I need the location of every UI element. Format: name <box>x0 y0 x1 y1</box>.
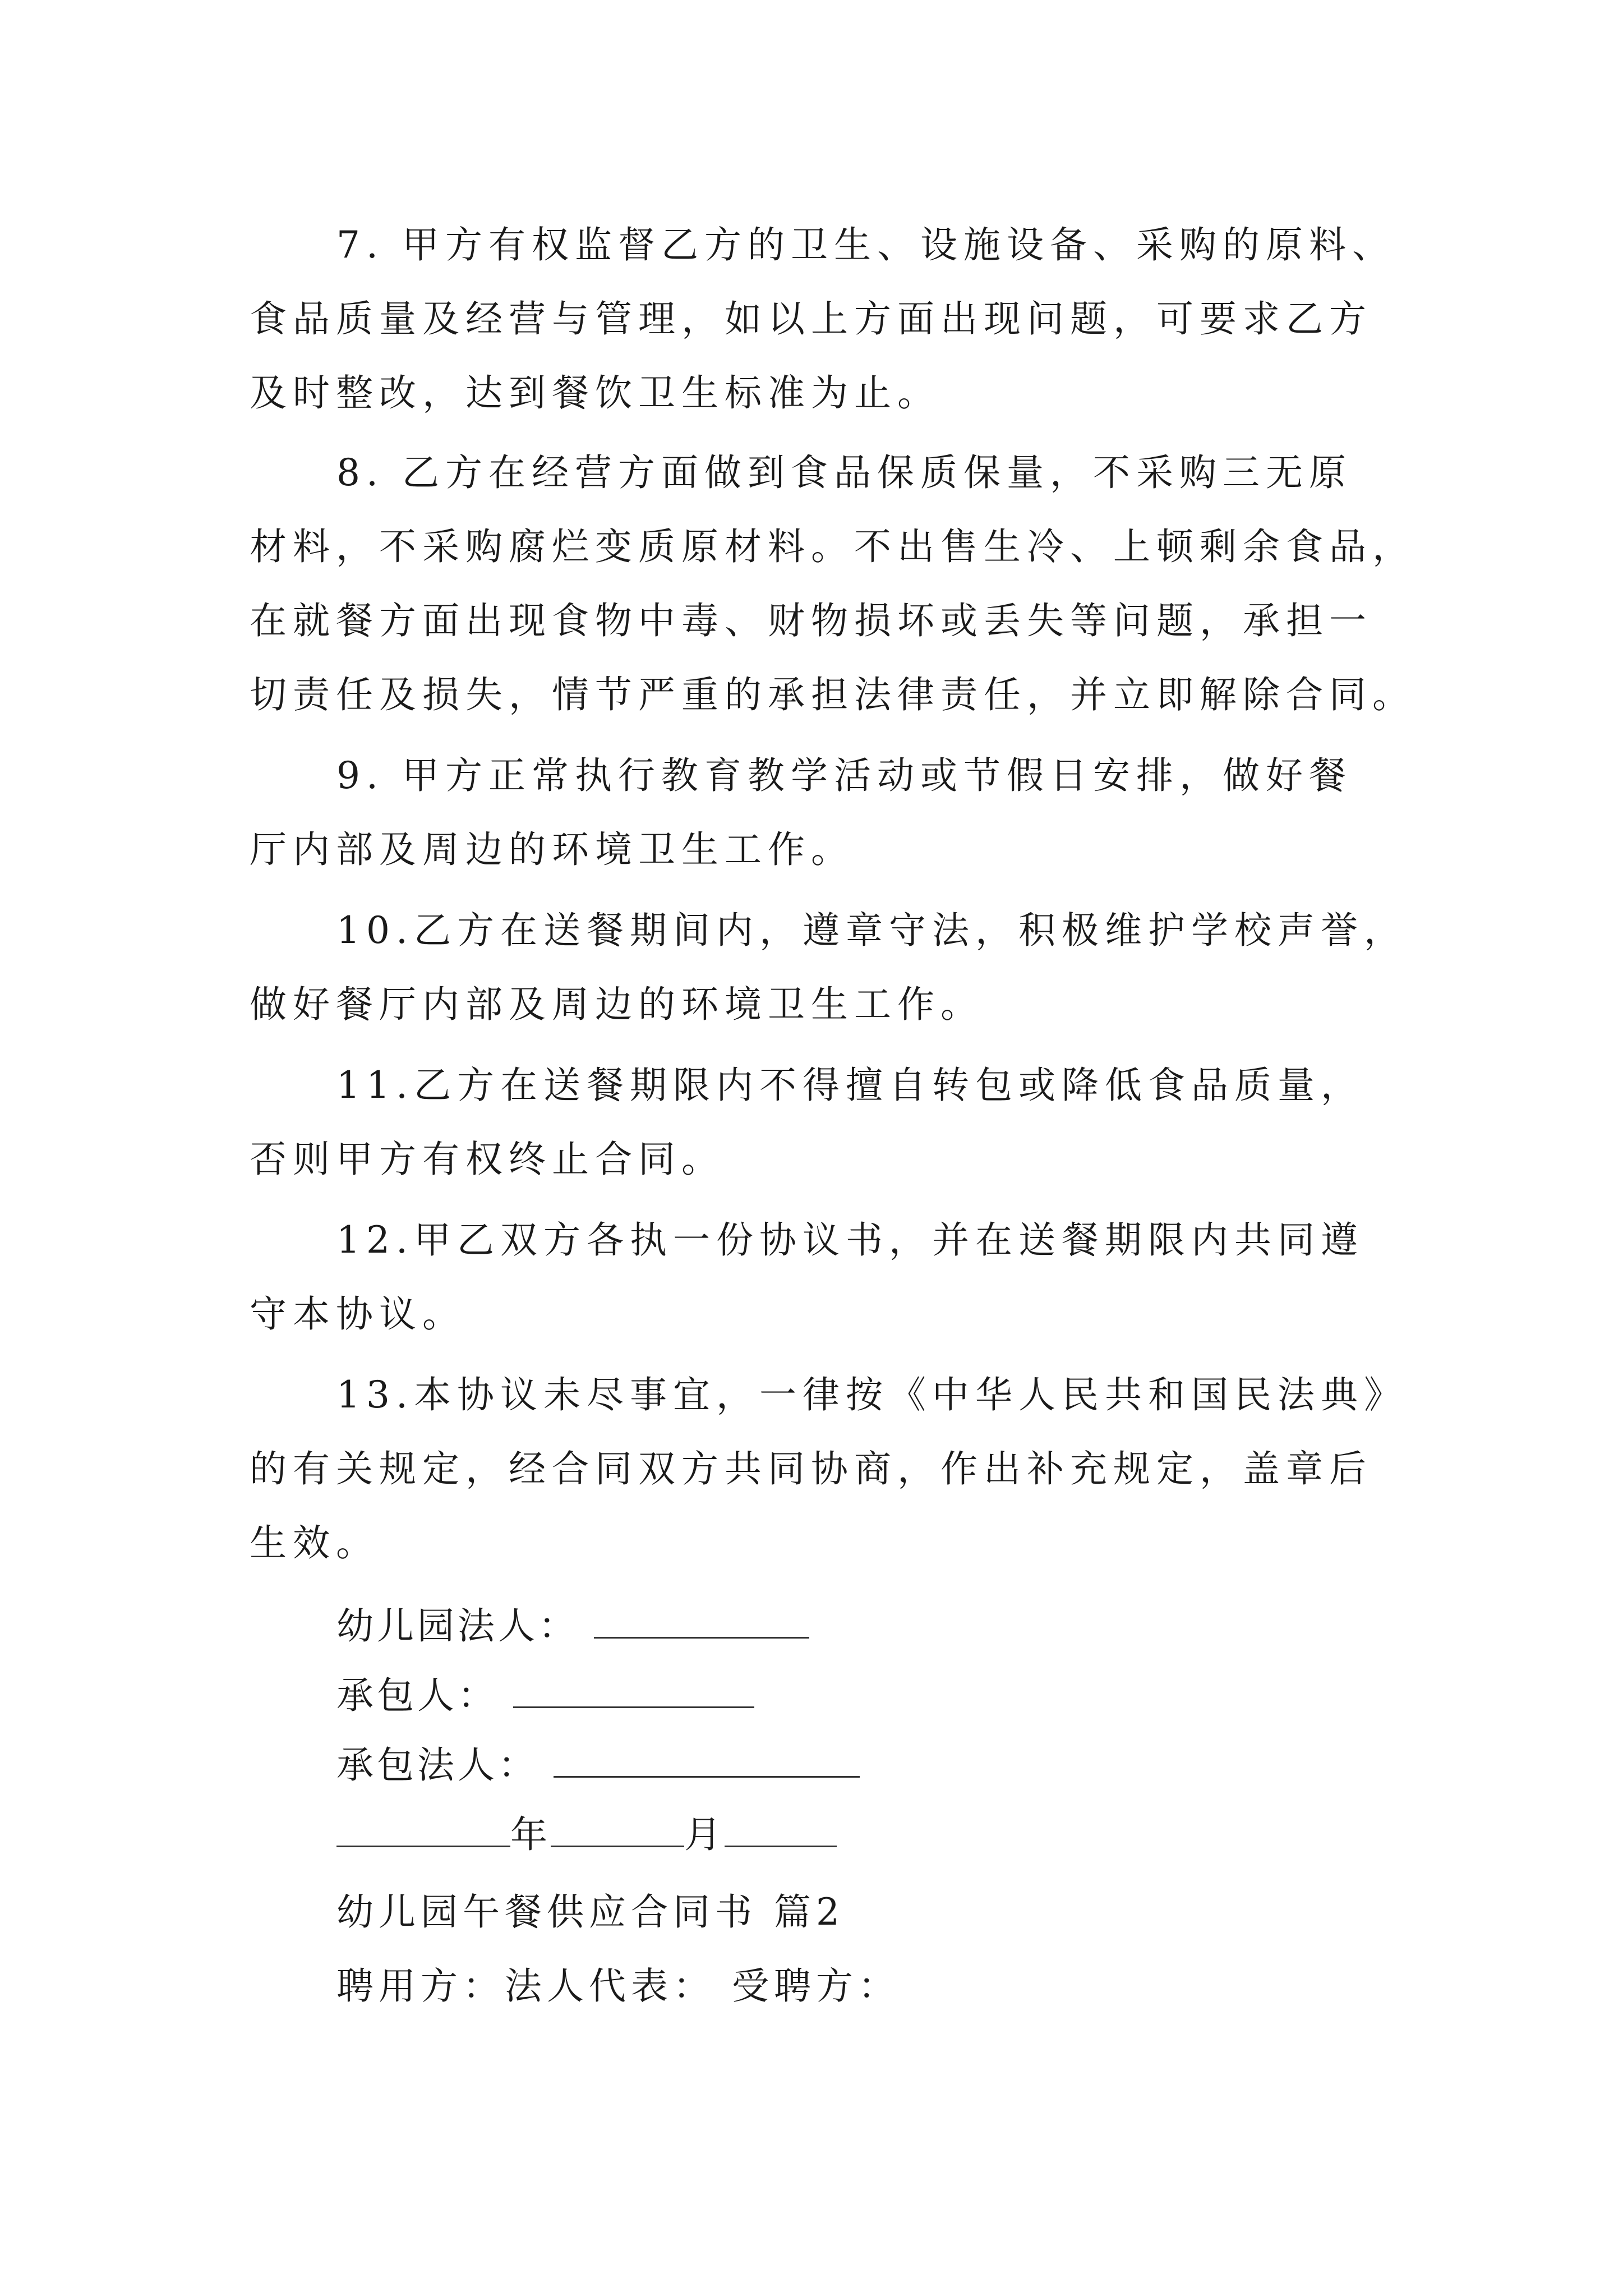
contractor-legal-label: 承包法人： <box>336 1743 538 1787</box>
contractor-legal-blank[interactable] <box>554 1743 860 1778</box>
contractor-legal-row <box>336 1743 860 1787</box>
clause-8-line-4: 切责任及损失，情节严重的承担法律责任，并立即解除合同。 <box>250 673 1415 716</box>
clause-7-line-1: 7. 甲方有权监督乙方的卫生、设施设备、采购的原料、 <box>336 223 1395 266</box>
month-blank[interactable] <box>551 1813 684 1847</box>
date-row <box>336 1813 837 1856</box>
clause-7-line-3: 及时整改，达到餐饮卫生标准为止。 <box>250 371 940 415</box>
clause-13-line-1: 13.本协议未尽事宜，一律按《中华人民共和国民法典》 <box>336 1373 1407 1416</box>
year-blank[interactable] <box>336 1813 510 1847</box>
clause-10-line-2: 做好餐厅内部及周边的环境卫生工作。 <box>250 983 984 1026</box>
kindergarten-legal-row <box>336 1604 809 1648</box>
clause-10-line-1: 10.乙方在送餐期间内，遵章守法，积极维护学校声誉， <box>336 909 1407 952</box>
month-label: 月 <box>684 1813 725 1856</box>
clause-7-line-2: 食品质量及经营与管理，如以上方面出现问题，可要求乙方 <box>250 297 1372 341</box>
clause-11-line-1: 11.乙方在送餐期限内不得擅自转包或降低食品质量， <box>336 1064 1364 1107</box>
contractor-blank[interactable] <box>513 1674 754 1708</box>
kindergarten-legal-blank[interactable] <box>594 1604 809 1639</box>
clause-8-line-2: 材料，不采购腐烂变质原材料。不出售生冷、上顿剩余食品， <box>250 525 1415 568</box>
day-blank[interactable] <box>725 1813 837 1847</box>
section-2-parties: 聘用方：法人代表： 受聘方： <box>336 1964 900 2008</box>
year-label: 年 <box>510 1813 551 1856</box>
clause-8-line-1: 8. 乙方在经营方面做到食品保质保量，不采购三无原 <box>336 451 1352 494</box>
clause-9-line-1: 9. 甲方正常执行教育教学活动或节假日安排，做好餐 <box>336 754 1352 797</box>
clause-12-line-1: 12.甲乙双方各执一份协议书，并在送餐期限内共同遵 <box>336 1218 1364 1262</box>
clause-11-line-2: 否则甲方有权终止合同。 <box>250 1138 725 1181</box>
clause-12-line-2: 守本协议。 <box>250 1292 465 1336</box>
clause-13-line-2: 的有关规定，经合同双方共同协商，作出补充规定，盖章后 <box>250 1447 1372 1490</box>
clause-9-line-2: 厅内部及周边的环境卫生工作。 <box>250 828 854 871</box>
contractor-row <box>336 1674 754 1717</box>
contractor-label: 承包人： <box>336 1674 498 1717</box>
clause-13-line-3: 生效。 <box>250 1521 379 1565</box>
kindergarten-legal-label: 幼儿园法人： <box>336 1604 579 1648</box>
section-2-title: 幼儿园午餐供应合同书 篇2 <box>336 1890 845 1934</box>
clause-8-line-3: 在就餐方面出现食物中毒、财物损坏或丢失等问题，承担一 <box>250 599 1372 642</box>
